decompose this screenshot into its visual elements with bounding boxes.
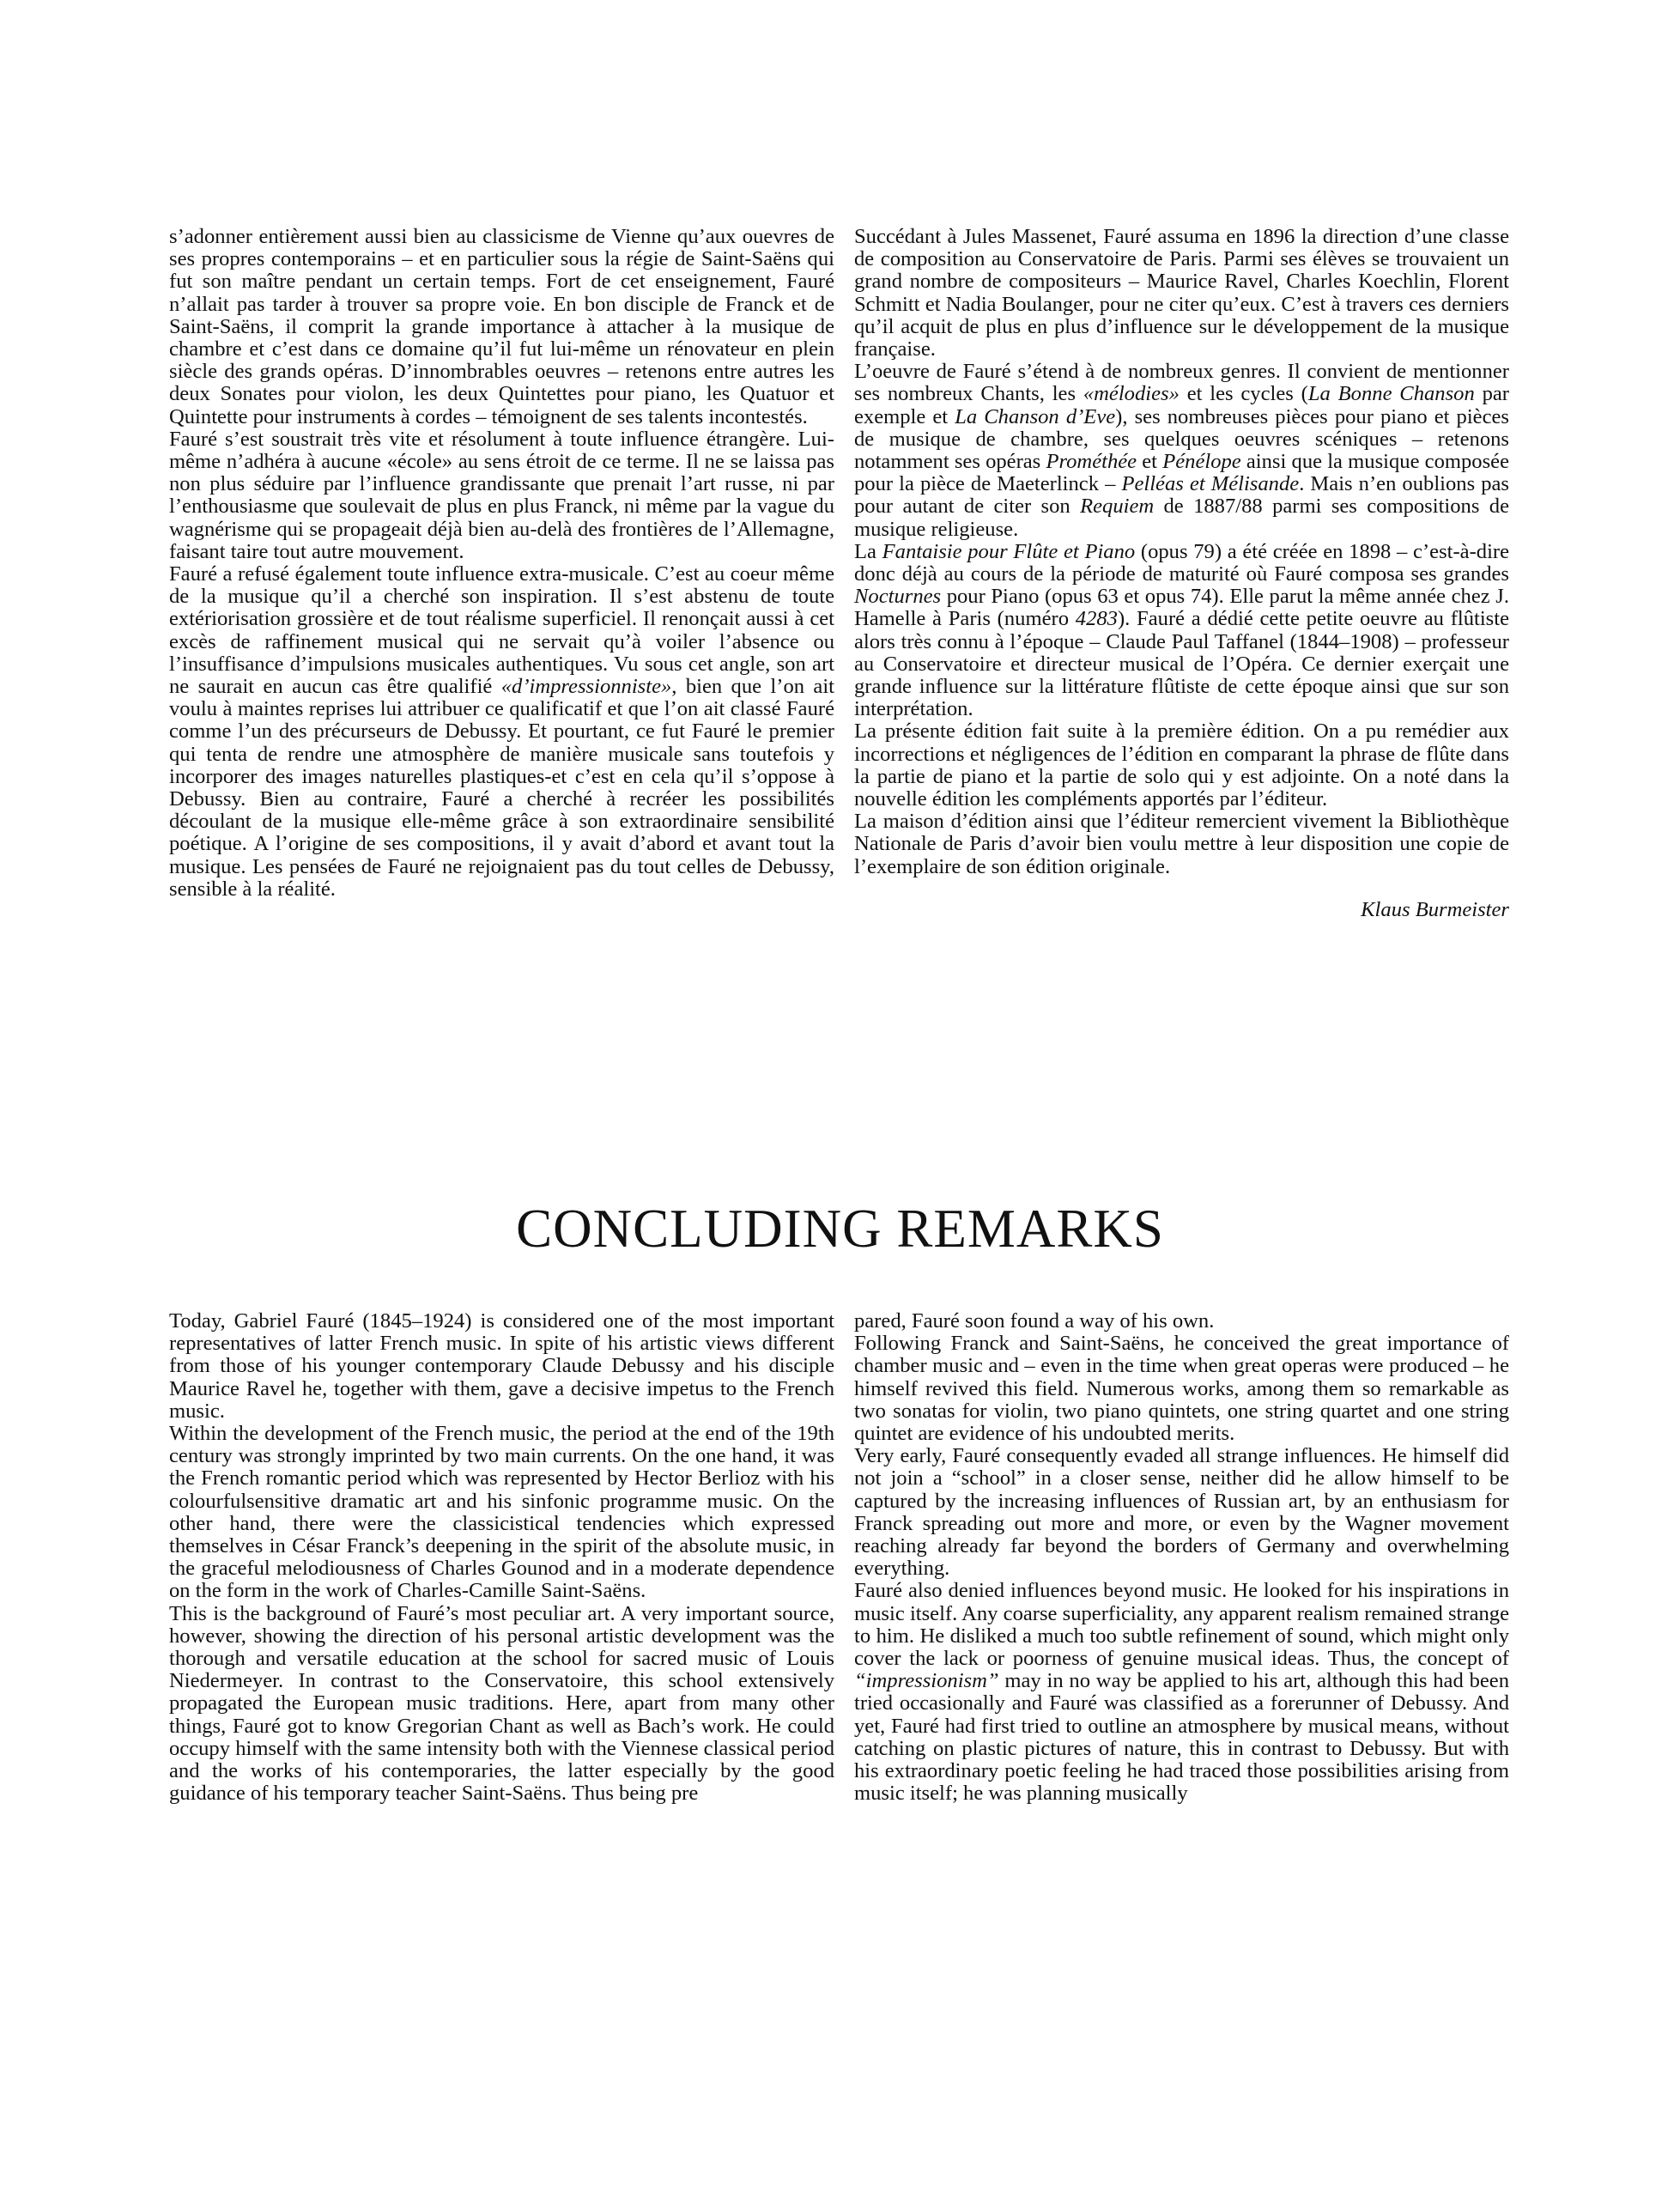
text-run: et les cycles ( bbox=[1179, 382, 1308, 406]
italic-text: «mélodies» bbox=[1083, 382, 1180, 406]
italic-text: Fantaisie pour Flûte et Piano bbox=[882, 539, 1136, 563]
text-run: Fauré s’est soustrait très vite et résolument à toute influence étrangère. Lui-même n’adhéra à aucune «école» au sens étroit de ce terme. Il ne se laissa pas non plus séduire par l’influence grandissante que prenait l’art russe, ni par l’enthousiasme que soulevait de plus en plus Franck, ni même par la vague du wagnérisme qui se propageait déjà bien au-delà des frontières de l’Allemagne, faisant taire tout autre mouvement. bbox=[169, 427, 834, 563]
paragraph bbox=[169, 226, 834, 428]
italic-text: Pénélope bbox=[1162, 450, 1241, 474]
italic-text: Pelléas et Mélisande bbox=[1121, 472, 1300, 496]
text-run: de 1887/88 parmi ses compositions de musique religieuse. bbox=[854, 495, 1509, 541]
text-run: pared, Fauré soon found a way of his own. bbox=[854, 1309, 1215, 1333]
paragraph bbox=[854, 1580, 1509, 1805]
french-text-left-column bbox=[169, 226, 834, 901]
paragraph bbox=[169, 1310, 834, 1423]
italic-text: 4283 bbox=[1075, 607, 1118, 631]
text-run: Fauré a refusé également toute influence extra-musicale. C’est au coeur même de la musique qu’il a cherché son inspiration. Il s’est abstenu de toute extériorisation grossière et de tout réalisme superficiel. Il renonçait aussi à cet excès de raffinement musical qui ne servait qu’à voiler l’absence ou l’insuffisance d’impulsions musicales authentiques. Vu sous cet angle, son art ne saurait en aucun cas être qualifié bbox=[169, 562, 834, 699]
italic-text: Nocturnes bbox=[854, 585, 942, 609]
text-run: ). Fauré a dédié cette petite oeuvre au flûtiste alors très connu à l’époque – Claude Paul Taffanel (1844–1908) – professeur au Conservatoire et directeur musical de l’Opéra. Ce dernier exerçait une grande influence sur la littérature flûtiste de cette époque ainsi que sur son interprétation. bbox=[854, 607, 1509, 721]
text-run: Today, Gabriel Fauré (1845–1924) is considered one of the most important representatives of latter French music. In spite of his artistic views different from those of his younger contemporary Claude Debussy and his disciple Maurice Ravel he, together with them, gave a decisive impetus to the French music. bbox=[169, 1309, 834, 1423]
text-run: pour Piano (opus 63 et opus 74). Elle parut la même année chez J. Hamelle à Paris (numéro bbox=[854, 585, 1509, 631]
text-run: ), ses nombreuses pièces pour piano et pièces de musique de chambre, ses quelques oeuvres scéniques – retenons notamment ses opéras bbox=[854, 404, 1509, 474]
paragraph bbox=[854, 1310, 1509, 1333]
text-run: La bbox=[854, 539, 882, 563]
paragraph bbox=[854, 541, 1509, 721]
paragraph bbox=[169, 428, 834, 563]
text-run: This is the background of Fauré’s most peculiar art. A very important source, however, showing the direction of his personal artistic development was the thorough and versatile education at the school for sacred music of Louis Niedermeyer. In contrast to the Conservatoire, this school extensively propagated the European music traditions. Here, apart from many other things, Fauré got to know Gregorian Chant as well as Bach’s work. He could occupy himself with the same intensity both with the Viennese classical period and the works of his contemporaries, the latter especially by the good guidance of his temporary teacher Saint-Saëns. Thus being pre bbox=[169, 1601, 834, 1806]
paragraph bbox=[169, 1603, 834, 1806]
text-run: may in no way be applied to his art, although this had been tried occasionally and Fauré was classified as a forerunner of Debussy. And yet, Fauré had first tried to outline an atmosphere by musical means, without catching on plastic pictures of nature, this in contrast to Debussy. But with his extraordinary poetic feeling he had traced those possibilities arising from music itself; he was planning musically bbox=[854, 1669, 1509, 1806]
author-signature: Klaus Burmeister bbox=[1361, 897, 1509, 921]
text-run: et bbox=[1137, 450, 1163, 474]
italic-text: “impressionism” bbox=[854, 1669, 999, 1693]
text-run: Following Franck and Saint-Saëns, he conceived the great importance of chamber music and – even in the time when great operas were produced – he himself revived this field. Numerous works, among them so remarkable as two sonatas for violin, two piano quintets, one string quartet and one string quintet are evidence of his undoubted merits. bbox=[854, 1332, 1509, 1446]
text-run: La présente édition fait suite à la première édition. On a pu remédier aux incorrections et négligences de l’édition en comparant la phrase de flûte dans la partie de piano et la partie de solo qui y est adjointe. On a noté dans la nouvelle édition les compléments apportés par l’éditeur. bbox=[854, 720, 1509, 811]
paragraph bbox=[169, 1423, 834, 1603]
italic-text: La Bonne Chanson bbox=[1307, 382, 1475, 406]
text-run: ainsi que la musique composée pour la pièce de Maeterlinck – bbox=[854, 450, 1510, 496]
text-run: Very early, Fauré consequently evaded all strange influences. He himself did not join a “school” in a closer sense, neither did he allow himself to be captured by the increasing influences of Russian art, by an enthusiasm for Franck spreading out more and more, or even by the Wagner movement reaching already far beyond the borders of Germany and overwhelming everything. bbox=[854, 1444, 1509, 1581]
text-run: Fauré also denied influences beyond music. He looked for his inspirations in music itself. Any coarse superficiality, any apparent realism remained strange to him. He disliked a much too subtle refinement of sound, which might only cover the lack or poorness of genuine musical ideas. Thus, the concept of bbox=[854, 1579, 1509, 1671]
french-text-right-column bbox=[854, 226, 1509, 921]
paragraph bbox=[854, 361, 1509, 541]
text-run: Within the development of the French music, the period at the end of the 19th century was strongly imprinted by two main currents. On the one hand, it was the French romantic period which was represented by Hector Berlioz with his colourfulsensitive dramatic art and his sinfonic programme music. On the other hand, there were the classicistical tendencies which expressed themselves in César Franck’s deepening in the spirit of the absolute music, in the graceful melodiousness of Charles Gounod and in a moderate dependence on the form in the work of Charles-Camille Saint-Saëns. bbox=[169, 1422, 834, 1603]
paragraph bbox=[854, 811, 1509, 878]
text-run: La maison d’édition ainsi que l’éditeur remercient vivement la Bibliothèque Nationale de Paris d’avoir bien voulu mettre à leur disposition une copie de l’exemplaire de son édition originale. bbox=[854, 810, 1509, 878]
paragraph bbox=[854, 720, 1509, 811]
italic-text: «d’impressionniste» bbox=[500, 675, 672, 699]
paragraph bbox=[169, 563, 834, 901]
paragraph bbox=[854, 1333, 1509, 1445]
text-run: (opus 79) a été créée en 1898 – c’est-à-dire donc déjà au cours de la période de maturité où Fauré composa ses grandes bbox=[854, 539, 1510, 586]
text-run: par exemple et bbox=[854, 382, 1509, 428]
italic-text: Requiem bbox=[1080, 495, 1155, 519]
text-run: Succédant à Jules Massenet, Fauré assuma en 1896 la direction d’une classe de composition au Conservatoire de Paris. Parmi ses élèves se trouvaient un grand nombre de compositeurs – Maurice Ravel, Charles Koechlin, Florent Schmitt et Nadia Boulanger, pour ne citer qu’eux. C’est à travers ces derniers qu’il acquit de plus en plus d’influence sur le développement de la musique française. bbox=[854, 225, 1509, 361]
text-run: . Mais n’en oublions pas pour autant de citer son bbox=[854, 472, 1510, 519]
text-run: s’adonner entièrement aussi bien au classicisme de Vienne qu’aux ouevres de ses propres contemporains – et en particulier sous la régie de Saint-Saëns qui fut son maître pendant un certain temps. Fort de cet enseignement, Fauré n’allait pas tarder à trouver sa propre voie. En bon disciple de Franck et de Saint-Saëns, il comprit la grande importance à attacher à la musique de chambre et c’est dans ce domaine qu’il fut lui-même un rénovateur en plein siècle des grands opéras. D’innombrables oeuvres – retenons entre autres les deux Sonates pour violon, les deux Quintettes pour piano, les Quatuor et Quintette pour instruments à cordes – témoignent de ses talents incontestés. bbox=[169, 225, 834, 428]
italic-text: Prométhée bbox=[1046, 450, 1137, 474]
paragraph bbox=[854, 1445, 1509, 1580]
english-text-left-column bbox=[169, 1310, 834, 1805]
english-text-right-column bbox=[854, 1310, 1509, 1805]
text-run: , bien que l’on ait voulu à maintes reprises lui attribuer ce qualificatif et que l’on ait classé Fauré comme l’un des précurseurs de Debussy. Et pourtant, ce fut Fauré le premier qui tenta de rendre une atmosphère de manière musicale sans toutefois y incorporer des images naturelles plastiques-et c’est en cela qu’il s’oppose à Debussy. Bien au contraire, Fauré a cherché à recréer les possibilités découlant de la musique elle-même grâce à son extraordinaire sensibilité poétique. A l’origine de ses compositions, il y avait d’abord et avant tout la musique. Les pensées de Fauré ne rejoignaient pas du tout celles de Debussy, sensible à la réalité. bbox=[169, 675, 834, 901]
section-heading: CONCLUDING REMARKS bbox=[516, 1199, 1164, 1259]
text-run: L’oeuvre de Fauré s’étend à de nombreux genres. Il convient de mentionner ses nombreux Chants, les bbox=[854, 360, 1509, 406]
italic-text: La Chanson d’Eve bbox=[955, 404, 1116, 428]
paragraph bbox=[854, 226, 1509, 361]
